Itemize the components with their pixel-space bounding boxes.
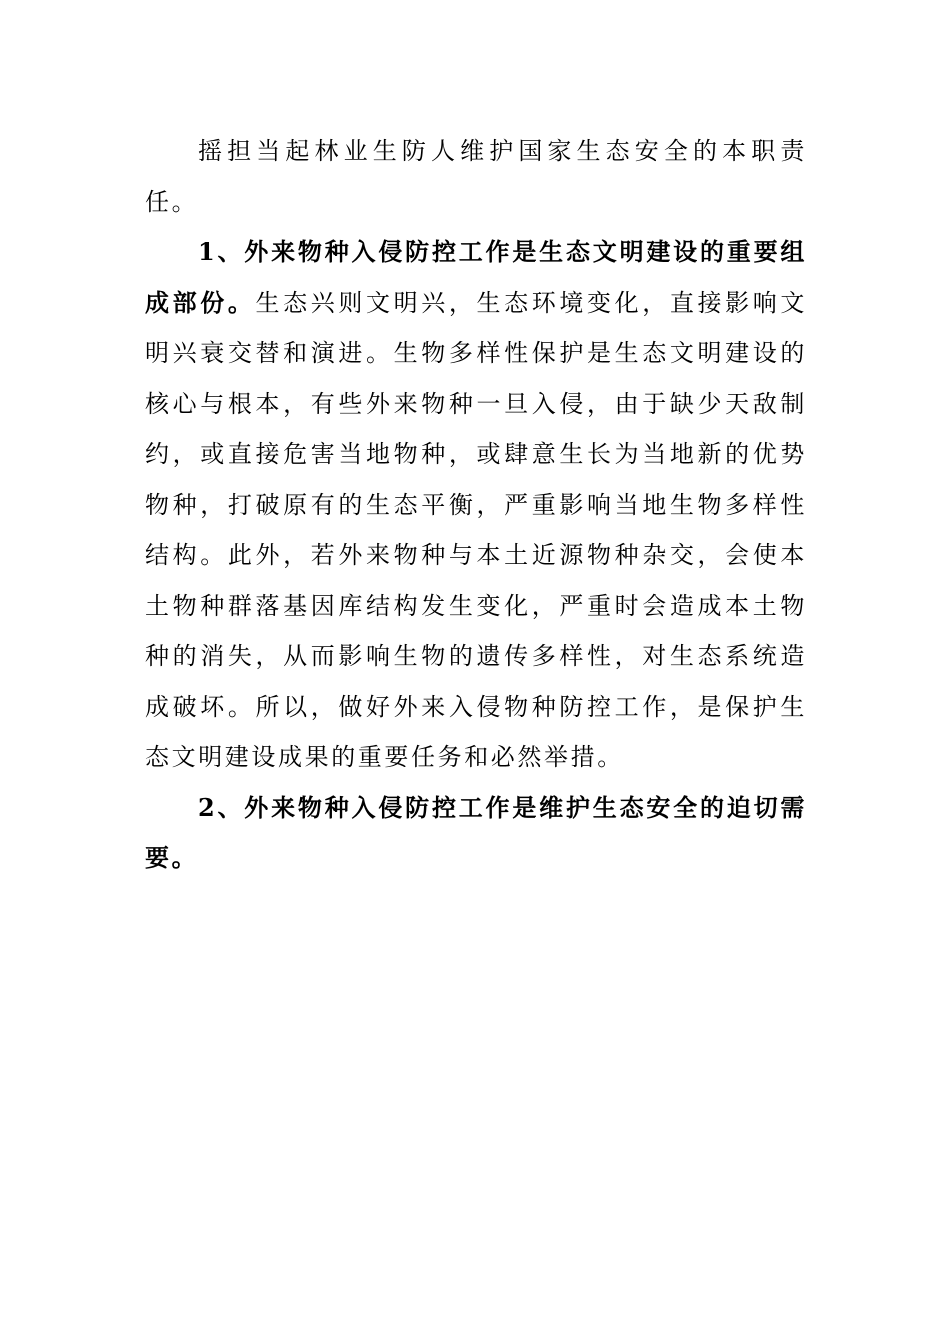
paragraph-section-1 (145, 227, 807, 783)
section-1-heading: 1、外来物种入侵防控工作是生态文明建设的重要组成部份。 (145, 237, 807, 317)
section-1-body: 生态兴则文明兴，生态环境变化，直接影响文明兴衰交替和演进。生物多样性保护是生态文明建设的核心与根本，有些外来物种一旦入侵，由于缺少天敌制约，或直接危害当地物种，或肆意生长为当地新的优势物种，打破原有的生态平衡，严重影响当地生物多样性结构。此外，若外来物种与本土近源物种杂交，会使本土物种群落基因库结构发生变化，严重时会造成本土物种的消失，从而影响生物的遗传多样性，对生态系统造成破坏。所以，做好外来入侵物种防控工作，是保护生态文明建设成果的重要任务和必然举措。 (145, 288, 808, 771)
document-body (145, 126, 807, 884)
paragraph-continuation: 摇担当起林业生防人维护国家生态安全的本职责任。 (145, 137, 807, 216)
section-2-heading: 2、外来物种入侵防控工作是维护生态安全的迫切需要。 (145, 792, 807, 872)
